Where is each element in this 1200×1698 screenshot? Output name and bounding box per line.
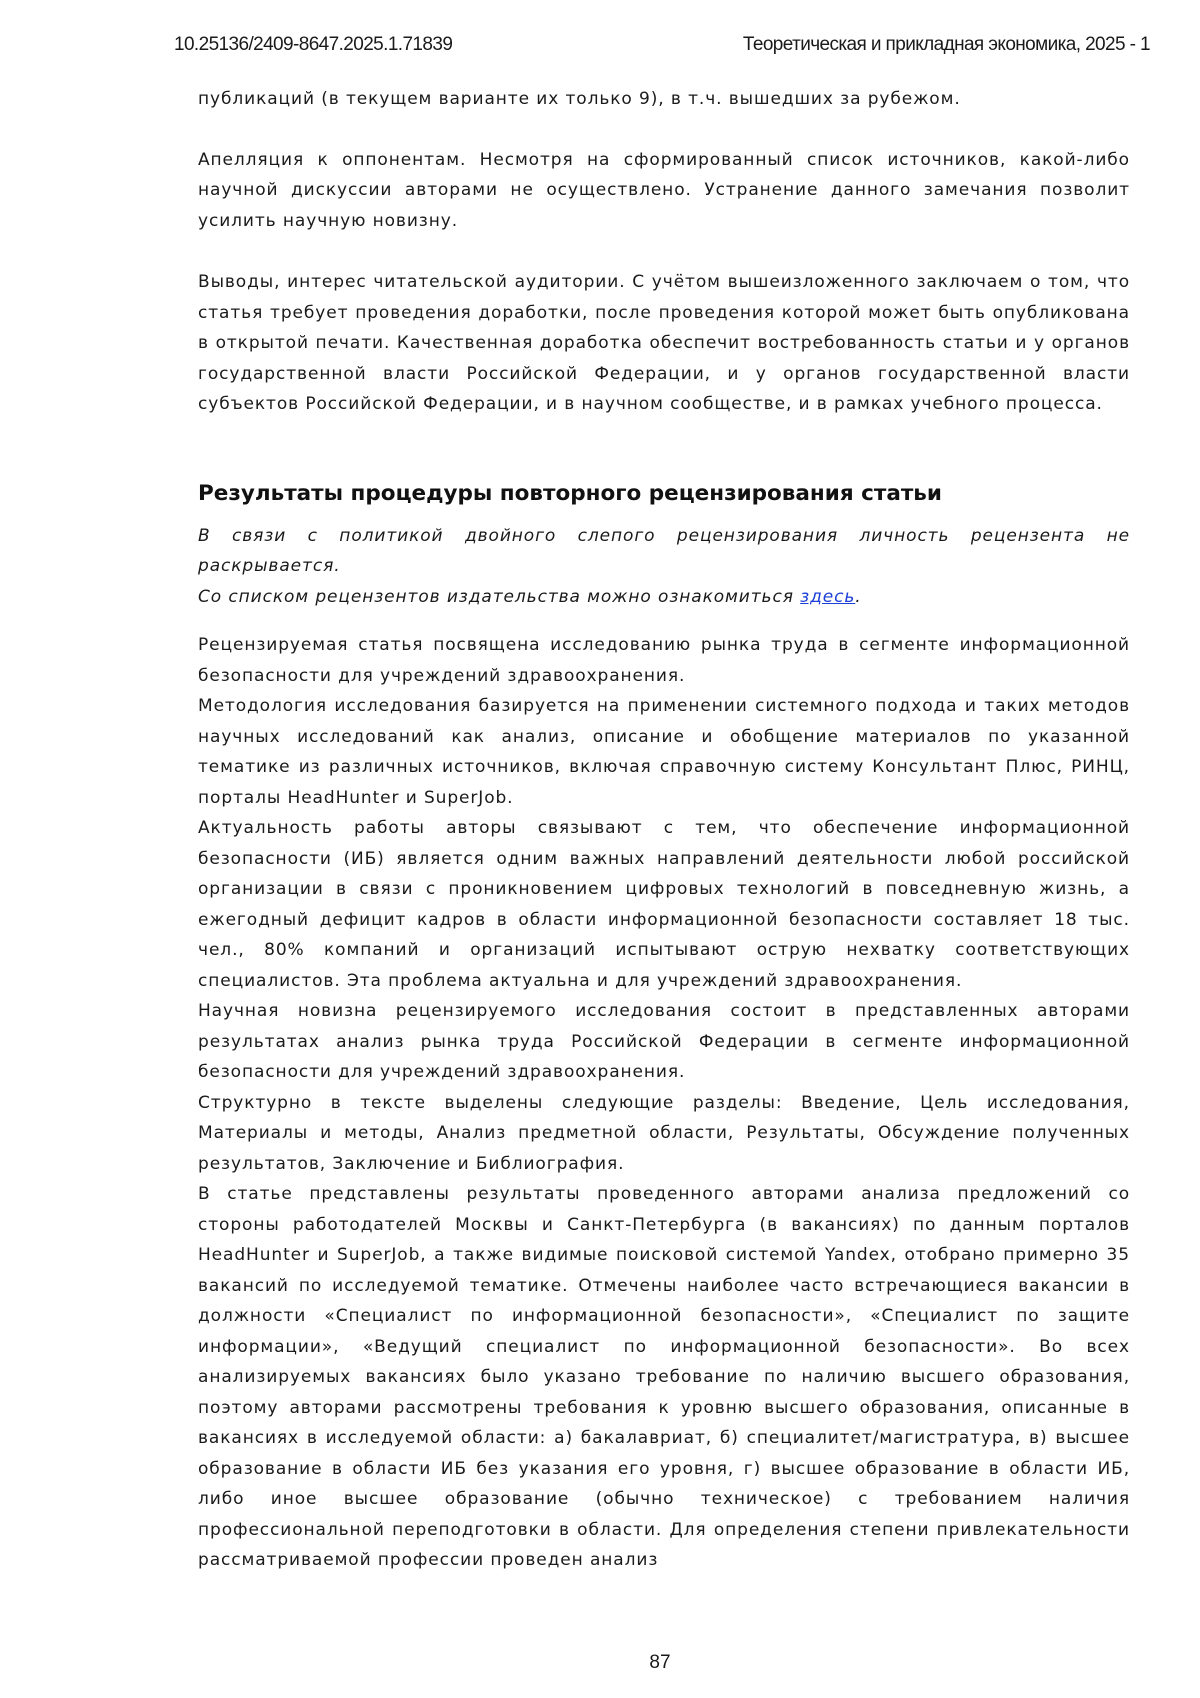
paragraph-novelty: Научная новизна рецензируемого исследования состоит в представленных авторами результатах анализ рынка труда Российской Федерации в сегменте информационной безопасности для учреждений здравоохранения. (198, 996, 1130, 1088)
reviewers-suffix: . (855, 587, 861, 607)
section-heading: Результаты процедуры повторного рецензирования статьи (198, 479, 1130, 509)
paragraph-methodology: Методология исследования базируется на применении системного подхода и таких методов научных исследований как анализ, описание и обобщение материалов по указанной тематике из различных источников, включая справочную систему Консультант Плюс, РИНЦ, порталы HeadHunter и SuperJob. (198, 691, 1130, 813)
paragraph-relevance: Актуальность работы авторы связывают с тем, что обеспечение информационной безопасности (ИБ) является одним важных направлений деятельности любой российской организации в связи с проникновением цифровых технологий в повседневную жизнь, а ежегодный дефицит кадров в области информационной безопасности составляет 18 тыс. чел., 80% компаний и организаций испытывают острую нехватку соответствующих специалистов. Эта проблема актуальна и для учреждений здравоохранения. (198, 813, 1130, 996)
reviewers-note (198, 582, 1130, 613)
reviewers-prefix: Со списком рецензентов издательства можно ознакомиться (198, 587, 800, 607)
reviewers-link[interactable]: здесь (800, 587, 855, 607)
paragraph-conclusions: Выводы, интерес читательской аудитории. С учётом вышеизложенного заключаем о том, что статья требует проведения доработки, после проведения которой может быть опубликована в открытой печати. Качественная доработка обеспечит востребованность статьи и у органов государственной власти Российской Федерации, и у органов государственной власти субъектов Российской Федерации, и в научном сообществе, и в рамках учебного процесса. (198, 267, 1130, 420)
doi-label: 10.25136/2409-8647.2025.1.71839 (174, 34, 452, 56)
paragraph-appeal: Апелляция к оппонентам. Несмотря на сформированный список источников, какой-либо научной дискуссии авторами не осуществлено. Устранение данного замечания позволит усилить научную новизну. (198, 145, 1130, 237)
paragraph-topic: Рецензируемая статья посвящена исследованию рынка труда в сегменте информационной безопасности для учреждений здравоохранения. (198, 630, 1130, 691)
paragraph-structure: Структурно в тексте выделены следующие разделы: Введение, Цель исследования, Материалы и методы, Анализ предметной области, Результаты, Обсуждение полученных результатов, Заключение и Библиография. (198, 1088, 1130, 1180)
running-head (174, 34, 1150, 64)
paragraph-results: В статье представлены результаты проведенного авторами анализа предложений со стороны работодателей Москвы и Санкт-Петербурга (в вакансиях) по данным порталов HeadHunter и SuperJob, а также видимые поисковой системой Yandex, отобрано примерно 35 вакансий по исследуемой тематике. Отмечены наиболее часто встречающиеся вакансии в должности «Специалист по информационной безопасности», «Специалист по защите информации», «Ведущий специалист по информационной безопасности». Во всех анализируемых вакансиях было указано требование по наличию высшего образования, поэтому авторами рассмотрены требования к уровню высшего образования, описанные в вакансиях в исследуемой области: а) бакалавриат, б) специалитет/магистратура, в) высшее образование в области ИБ без указания его уровня, г) высшее образование в области ИБ, либо иное высшее образование (обычно техническое) с требованием наличия профессиональной переподготовки в области. Для определения степени привлекательности рассматриваемой профессии проведен анализ (198, 1179, 1130, 1576)
blind-review-note: В связи с политикой двойного слепого рецензирования личность рецензента не раскрывается. (198, 521, 1130, 582)
journal-title: Теоретическая и прикладная экономика, 2025 - 1 (743, 34, 1150, 56)
article-body (198, 84, 1130, 1576)
page-number: 87 (0, 1652, 1200, 1674)
paragraph-publications: публикаций (в текущем варианте их только 9), в т.ч. вышедших за рубежом. (198, 84, 1130, 115)
